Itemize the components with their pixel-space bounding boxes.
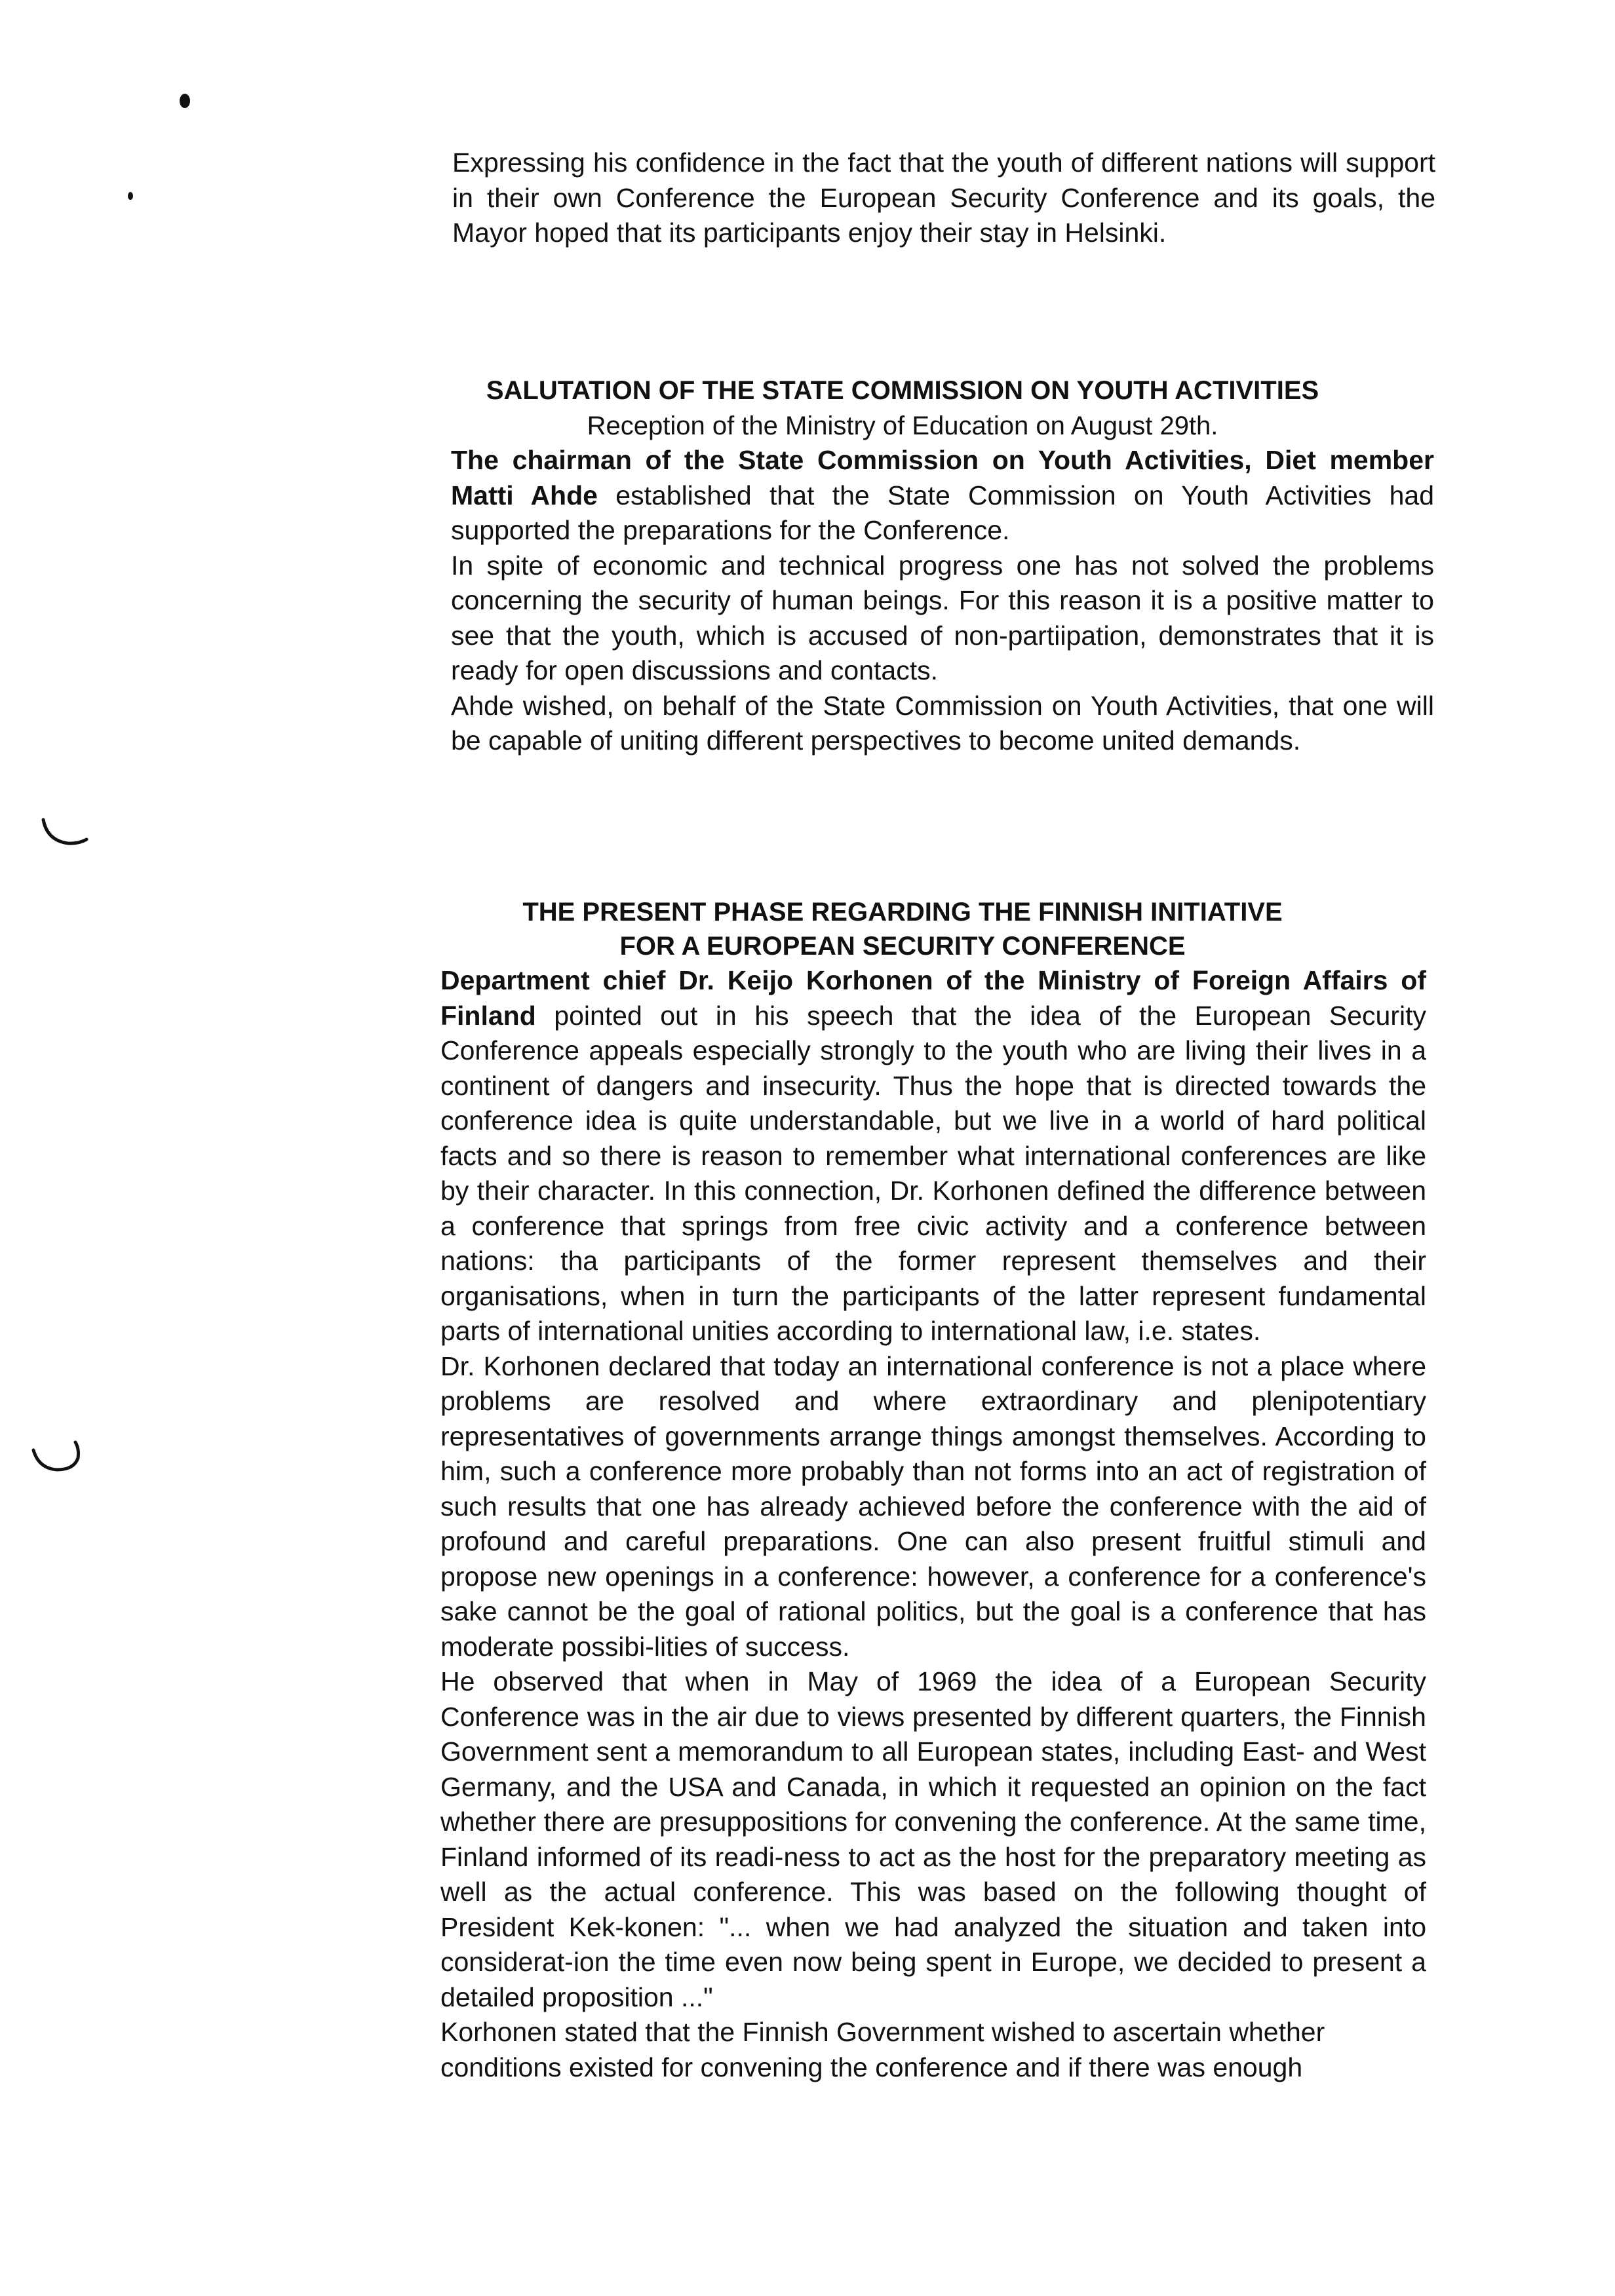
section2-paragraph-4: Korhonen stated that the Finnish Government wished to ascertain whether conditions existed for convening the conference and if there was enough bbox=[440, 2017, 1325, 2082]
section1-speaker-name: The chairman of the State Commission on Youth Activities, Diet member Matti Ahde bbox=[451, 445, 1434, 510]
section2-speaker-name: Department chief Dr. Keijo Korhonen of the Ministry of Foreign Affairs of Finland bbox=[440, 965, 1426, 1031]
punch-hole-mark bbox=[39, 816, 92, 849]
scan-dot-mark bbox=[126, 190, 135, 202]
section2-heading-line-2: FOR A EUROPEAN SECURITY CONFERENCE bbox=[619, 932, 1186, 961]
section2-paragraph-1-text: pointed out in his speech that the idea of the European Security Conference appeals especially strongly to the youth who are living their lives in a continent of dangers and insecurity. Thus the hope that is directed towards the conference idea is quite understandable, but we live in a world of hard political facts and so there is reason to remember what international conferences are like by their character. In this connection, Dr. Korhonen defined the difference between a conference that springs from free civic activity and a conference between nations: tha participants of the former represent themselves and their organisations, when in turn the participants of the latter represent fundamental parts of international unities according to international law, i.e. states. bbox=[440, 1000, 1426, 1346]
section1-subheading: Reception of the Ministry of Education on August 29th. bbox=[587, 411, 1218, 440]
section1-paragraph-1 bbox=[451, 443, 1434, 548]
section1-paragraph-2: In spite of economic and technical progress one has not solved the problems concerning the security of human beings. For this reason it is a positive matter to see that the youth, which is accused of non-partiipation, demonstrates that it is ready for open discussions and contacts. bbox=[451, 550, 1434, 685]
section1-body bbox=[451, 443, 1434, 759]
section2-heading-line-1: THE PRESENT PHASE REGARDING THE FINNISH INITIATIVE bbox=[522, 898, 1283, 927]
scan-dot-mark bbox=[177, 90, 193, 111]
section2-paragraph-3: He observed that when in May of 1969 the idea of a European Security Conference was in the air due to views presented by different quarters, the Finnish Government sent a memorandum to all European states, including East- and West Germany, and the USA and Canada, in which it requested an opinion on the fact whether there are presuppositions for convening the conference. At the same time, Finland informed of its readi-ness to act as the host for the preparatory meeting as well as the actual conference. This was based on the following thought of President Kek-konen: "... when we had analyzed the situation and taken into considerat-ion the time even now being spent in Europe, we decided to present a detailed proposition ..." bbox=[440, 1666, 1426, 2012]
intro-paragraph bbox=[452, 145, 1435, 251]
section1-heading: SALUTATION OF THE STATE COMMISSION ON YOUTH ACTIVITIES bbox=[486, 376, 1319, 405]
section2-body bbox=[440, 963, 1426, 2085]
section2-paragraph-2: Dr. Korhonen declared that today an international conference is not a place where problems are resolved and where extraordinary and plenipotentiary representatives of governments arrange things amongst themselves. According to him, such a conference more probably than not forms into an act of registration of such results that one has already achieved before the conference with the aid of profound and careful preparations. One can also present fruitful stimuli and propose new openings in a conference: however, a conference for a conference's sake cannot be the goal of rational politics, but the goal is a conference that has moderate possibi-lities of success. bbox=[440, 1350, 1426, 1662]
section2-paragraph-1 bbox=[440, 963, 1426, 1349]
section1-paragraph-3: Ahde wished, on behalf of the State Commission on Youth Activities, that one will be capable of uniting different perspectives to become united demands. bbox=[451, 690, 1434, 756]
section1-paragraph-1-text: established that the State Commission on Youth Activities had supported the preparations for the Conference. bbox=[451, 480, 1434, 545]
punch-hole-mark bbox=[29, 1438, 82, 1481]
intro-text: Expressing his confidence in the fact that the youth of different nations will support in their own Conference the European Security Conference and its goals, the Mayor hoped that its participants enjoy their stay in Helsinki. bbox=[452, 147, 1435, 248]
